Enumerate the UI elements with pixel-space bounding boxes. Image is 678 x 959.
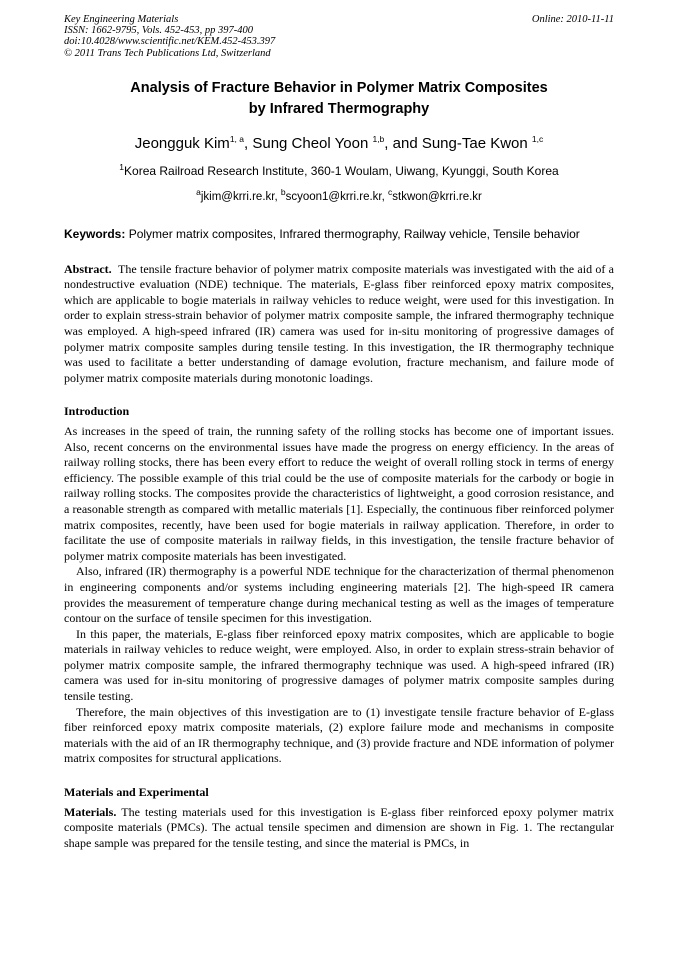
author-superscript: 1,c	[531, 133, 544, 144]
section-heading-introduction: Introduction	[64, 404, 130, 419]
materials-text: The testing materials used for this investigation is E-glass fiber reinforced epoxy polymer matrix composite materials (PMCs). The actual tensile specimen and dimension are shown in Fig. 1. The rectangular shape sample was prepared for the tensile testing, and since the material is PMCs, in	[64, 804, 614, 850]
author-emails	[64, 184, 614, 205]
keywords-label: Keywords:	[64, 226, 126, 241]
intro-paragraph: As increases in the speed of train, the running safety of the rolling stocks has become one of important issues. Also, recent concerns on the environmental issues have made the progress on energy efficiency. In the areas of railway rolling stocks, there has been every effort to reduce the weight of overall rolling stock in terms of energy efficiency. The possible example of this trial could be the use of composite materials for the carbody or bogie in railway rolling stocks. The composites provide the characteristics of lightweight, a good corrosion resistance, and a reasonable strength as compared with metallic materials [1]. Especially, the continuous fiber reinforced polymer matrix composites, recently, have been used for bogie materials in railway application. Therefore, in order to facilitate the use of composite materials in railway fields, in this investigation, the tensile fracture behavior of polymer matrix composite materials has been investigated.	[64, 423, 614, 563]
email-superscript: c	[388, 186, 393, 197]
author-name: Sung-Tae Kwon	[421, 134, 528, 152]
keywords-text: Polymer matrix composites, Infrared thermography, Railway vehicle, Tensile behavior	[128, 226, 580, 241]
journal-name: Key Engineering Materials	[64, 14, 179, 25]
intro-paragraph: In this paper, the materials, E-glass fiber reinforced epoxy matrix composites, which are applicable to bogie materials in railway vehicles to reduce weight, were employed. Also, in order to explain stress-strain behavior of polymer matrix composite sample, the infrared thermography technique was used. A high-speed infrared (IR) camera was used for in-situ monitoring of progressive damages of polymer matrix composite samples during tensile testing.	[64, 626, 614, 704]
paper-title	[64, 78, 614, 120]
email-superscript: a	[196, 186, 201, 197]
intro-paragraph: Also, infrared (IR) thermography is a powerful NDE technique for the characterization of thermal phenomenon in engineering components and/or systems including engineering materials [2]. The high-speed IR camera provides the measurement of temperature change during mechanical testing as well as the images of temperature contour on the surface of tensile specimen for this investigation.	[64, 564, 614, 626]
title-line-1: Analysis of Fracture Behavior in Polymer Matrix Composites	[130, 79, 548, 96]
materials-paragraph	[64, 805, 614, 852]
author-list: Jeongguk Kim$^{1, a}$, Sung Cheol Yoon $^{1,b}$, and Sung-Tae Kwon $^{1,c}$	[134, 133, 544, 152]
journal-header	[64, 14, 614, 59]
keywords	[64, 226, 614, 242]
author-name: Sung Cheol Yoon	[252, 134, 369, 152]
affiliation-superscript: 1	[119, 161, 125, 172]
intro-paragraph: Therefore, the main objectives of this investigation are to (1) investigate tensile fracture behavior of E-glass fiber reinforced epoxy matrix composite materials, (2) explore failure mode and mechanisms in composite materials with the aid of an IR thermography technique, and (3) provide fracture and NDE information of polymer matrix composites for structural applications.	[64, 704, 614, 766]
issn-line: ISSN: 1662-9795, Vols. 452-453, pp 397-400	[64, 25, 253, 37]
abstract-text: The tensile fracture behavior of polymer matrix composite materials was investigated with the aid of a nondestructive evaluation (NDE) technique. The materials, E-glass fiber reinforced epoxy matrix composites, which are applicable to bogie materials in railway vehicles to reduce weight, were used for this investigation. In order to explain stress-strain behavior of polymer matrix composite sample, the infrared thermography technique was employed. A high-speed infrared (IR) camera was used for in-situ monitoring of progressive damages of polymer matrix composite samples during tensile testing. In this investigation, the IR thermography technique was used to facilitate a better understanding of damage evolution, fracture mechanism, and failure mode of polymer matrix composite materials during monotonic loadings.	[64, 261, 614, 385]
email-address: scyoon1@krri.re.kr,	[285, 190, 389, 203]
affiliation-text: Korea Railroad Research Institute, 360-1 Woulam, Uiwang, Kyunggi, South Korea	[124, 163, 559, 178]
section-heading-materials: Materials and Experimental	[64, 785, 209, 800]
copyright-line: © 2011 Trans Tech Publications Ltd, Switzerland	[64, 47, 271, 59]
email-address: stkwon@krri.re.kr	[392, 190, 482, 203]
affiliation	[64, 159, 614, 179]
doi-line: doi:10.4028/www.scientific.net/KEM.452-453.397	[64, 36, 276, 48]
author-name: Jeongguk Kim	[134, 134, 230, 152]
abstract	[64, 262, 614, 387]
paper-page	[64, 14, 614, 851]
email-address: jkim@krri.re.kr,	[200, 190, 281, 203]
online-date: Online: 2010-11-11	[531, 14, 614, 25]
title-line-2: by Infrared Thermography	[248, 100, 430, 117]
abstract-label: Abstract.	[64, 261, 112, 276]
author-superscript: 1, a	[229, 133, 244, 144]
materials-label: Materials.	[64, 804, 117, 819]
email-superscript: b	[280, 186, 286, 197]
author-superscript: 1,b	[372, 133, 385, 144]
